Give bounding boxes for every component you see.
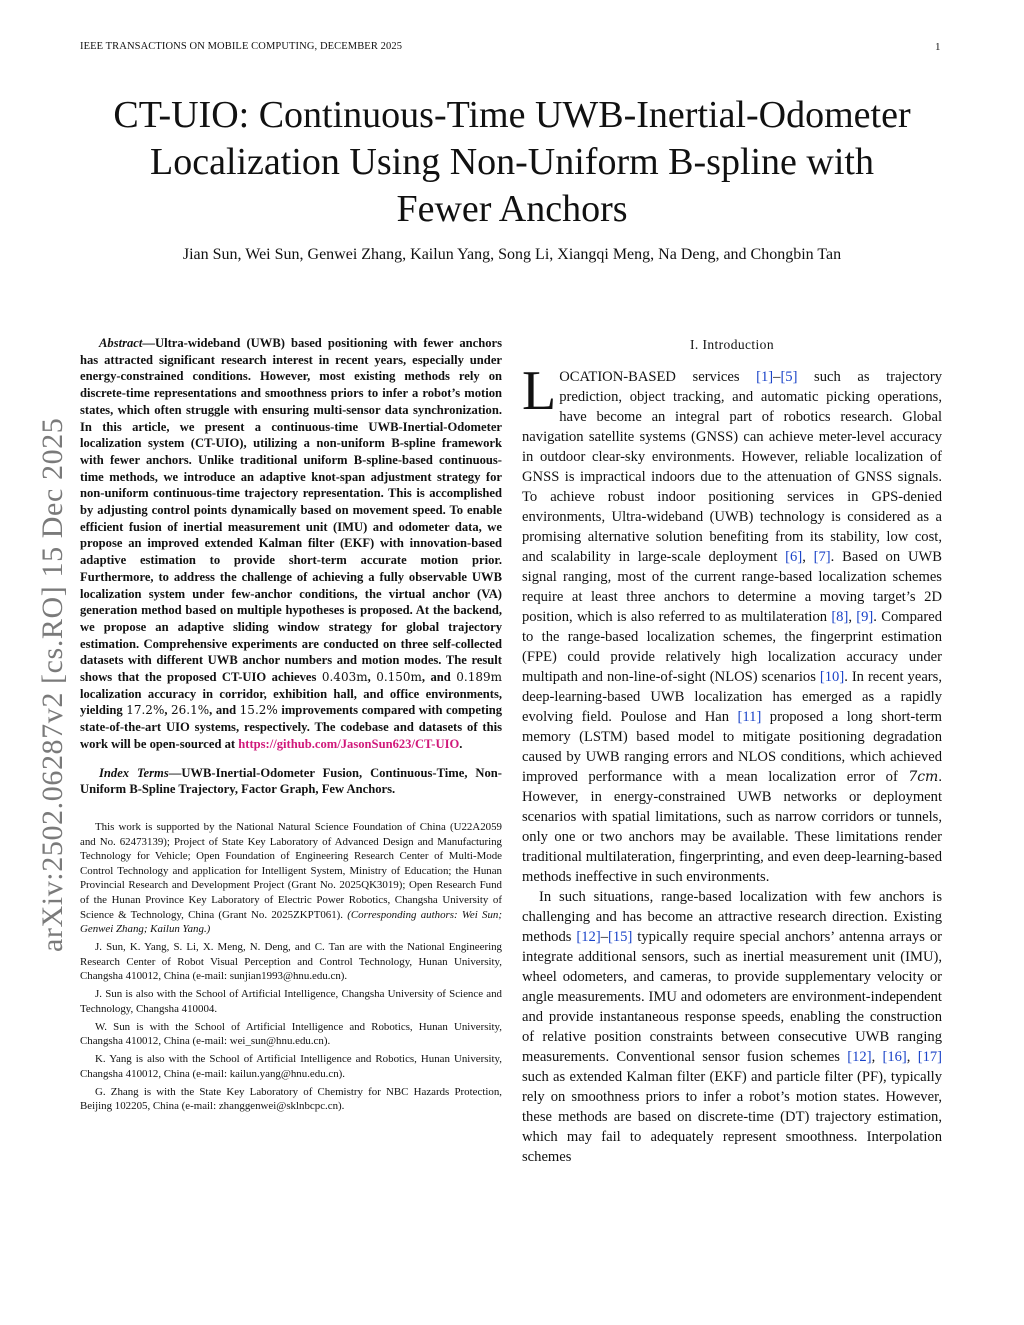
separator: , and	[421, 670, 457, 685]
body-text: . Compared to the range-based localization schemes, the fingerprint estimation (FPE) could provide relatively high localization accuracy under multipath and non-line-of-sight (NLOS) scenarios	[522, 609, 943, 685]
accuracy-office: 0.189m	[456, 670, 502, 685]
body-text: . Based on UWB signal ranging, most of the current range-based localization schemes require at least three anchors to determine a moving target’s 2D position, which is also referred to as multilateration	[522, 549, 942, 625]
footnotes	[80, 820, 502, 1114]
author-list: Jian Sun, Wei Sun, Genwei Zhang, Kailun Yang, Song Li, Xiangqi Meng, Na Deng, and Chongbin Tan	[182, 246, 842, 263]
abstract-text: localization accuracy in corridor, exhibition hall, and office environments, yielding	[80, 686, 502, 718]
title-line: Fewer Anchors	[396, 188, 628, 230]
abstract	[80, 335, 502, 753]
citation[interactable]: [15]	[608, 929, 633, 945]
citation[interactable]: [7]	[813, 549, 831, 565]
affiliation-note: G. Zhang is with the State Key Laboratory of Chemistry for NBC Hazards Protection, Beijing 102205, China (e-mail: zhanggenwei@sklnbcpc.cn).	[80, 1085, 502, 1113]
improvement-1: 17.2%	[126, 703, 165, 718]
abstract-end: .	[459, 736, 463, 751]
citation[interactable]: [11]	[737, 709, 762, 725]
section-heading: I. Introduction	[690, 337, 774, 352]
body-text: . In recent years, deep-learning-based UWB localization has emerged as a rapidly evolving field. Poulose and Han	[522, 669, 942, 725]
funding-text: This work is supported by the National Natural Science Foundation of China (U22A2059 and No. 62473139); Project of State Key Laboratory of Advanced Design and Manufacturing Technology for Vehicle; Open Foundation of Engineering Research Center of Multi-Mode Control Technology and application for Intelligent System, Ministry of Education; the Hunan Provincial Research and Development Project (Grant No. 2025QK3019); Open Research Fund of the Hunan Province Key Laboratory of Electric Power Robotics, Changsha University of Science & Technology, China (Grant No. 2025ZKPT061).	[80, 820, 502, 921]
accuracy-corridor: 0.403m	[321, 670, 368, 685]
separator: ,	[802, 549, 814, 565]
citation[interactable]: [17]	[917, 1049, 943, 1065]
citation[interactable]: [12]	[576, 929, 601, 945]
title-line: Localization Using Non-Uniform B-spline with	[150, 141, 874, 183]
index-terms-lead: Index Terms	[99, 765, 169, 780]
dash: –	[773, 369, 781, 385]
separator: ,	[164, 703, 172, 718]
abstract-text: improvements compared with competing state-of-the-art UIO systems, respectively. The codebase and datasets of this work will be open-sourced at	[80, 703, 503, 751]
body-text: typically require special anchors’ antenna arrays or integrate additional sensors, such as inertial measurement unit (IMU), wheel odometers, and cameras, to provide supplementary velocity or angle measurements. IMU and odometers are environment-independent and provide instantaneous response speeds, enabling the construction of relative position constraints between consecutive UWB ranging measurements. Conventional sensor fusion schemes	[522, 929, 942, 1065]
body-text: proposed a long short-term memory (LSTM) based model to mitigate positioning degradation caused by UWB ranging errors and NLOS conditions, which achieved improved performance with a mean localization error of	[522, 709, 942, 785]
journal-header: IEEE TRANSACTIONS ON MOBILE COMPUTING, DECEMBER 2025	[80, 41, 403, 52]
intro-paragraph-2	[522, 887, 942, 1167]
affiliation-note: K. Yang is also with the School of Artificial Intelligence and Robotics, Hunan University, Changsha 410012, China (e-mail: kailun.yang@hnu.edu.cn).	[80, 1053, 502, 1080]
body-text: In such situations, range-based localization with few anchors is challenging and has become an attractive research direction. Existing methods	[522, 889, 942, 945]
title-line: CT-UIO: Continuous-Time UWB-Inertial-Odometer	[113, 94, 911, 136]
accuracy-hall: 0.150m	[376, 670, 422, 685]
body-text: such as extended Kalman filter (EKF) and particle filter (PF), typically rely on smoothness priors to infer a robot’s motion states. However, these methods are based on discrete-time (DT) trajectory estimation, which may fail to adequately represent smoothness. Interpolation schemes	[522, 1069, 942, 1165]
drop-cap: L	[522, 360, 557, 422]
right-column	[522, 335, 942, 1167]
citation[interactable]: [9]	[856, 609, 874, 625]
error-value: 7cm	[908, 769, 939, 785]
affiliation-note: J. Sun, K. Yang, S. Li, X. Meng, N. Deng, and C. Tan are with the National Engineering Research Center of Robot Visual Perception and Control Technology, Hunan University, Changsha 410012, China (e-mail: sunjian1993@hnu.edu.cn).	[80, 941, 502, 983]
separator: ,	[367, 670, 377, 685]
citation[interactable]: [1]	[756, 369, 774, 385]
funding-note	[80, 820, 502, 937]
github-link[interactable]: https://github.com/JasonSun623/CT-UIO	[238, 736, 460, 751]
left-column	[80, 335, 502, 1117]
citation[interactable]: [16]	[882, 1049, 907, 1065]
separator: ,	[848, 609, 857, 625]
improvement-2: 26.1%	[171, 703, 210, 718]
body-text: OCATION-BASED services	[559, 369, 757, 385]
separator: , and	[209, 703, 240, 718]
arxiv-stamp: arXiv:2502.06287v2 [cs.RO] 15 Dec 2025	[36, 417, 69, 952]
dash: –	[600, 929, 608, 945]
citation[interactable]: [5]	[780, 369, 798, 385]
citation[interactable]: [10]	[819, 669, 845, 685]
citation[interactable]: [6]	[785, 549, 803, 565]
corresponding-authors: (Corresponding authors: Wei Sun; Genwei Zhang; Kailun Yang.)	[80, 908, 502, 936]
improvement-3: 15.2%	[239, 703, 278, 718]
index-terms	[80, 765, 502, 798]
affiliation-note: W. Sun is with the School of Artificial Intelligence and Robotics, Hunan University, Changsha 410012, China (e-mail: wei_sun@hnu.edu.cn).	[80, 1020, 502, 1048]
citation[interactable]: [8]	[831, 609, 849, 625]
intro-paragraph-1	[522, 360, 943, 887]
paper-title	[60, 92, 964, 233]
body-text: such as trajectory prediction, object tracking, and automatic picking operations, have become an integral part of robotics research. Global navigation satellite systems (GNSS) can achieve meter-level accuracy in outdoor clear-sky environments. However, reliable localization of GNSS is impractical indoors due to the attenuation of GNSS signals. To achieve robust indoor positioning services in GPS-denied environments, Ultra-wideband (UWB) technology is considered as a promising alternative solution benefiting from its stability, low cost, and scalability in large-scale deployment	[522, 369, 942, 565]
abstract-lead: Abstract	[99, 336, 143, 350]
separator: ,	[906, 1049, 918, 1065]
separator: ,	[871, 1049, 883, 1065]
page-number: 1	[935, 41, 941, 53]
body-text: . However, in energy-constrained UWB networks or deployment scenarios with spatial limitations, such as narrow corridors or tunnels, only one or two anchors may be available. These limitations render traditional multilateration, fingerprinting, and even deep-learning-based methods ineffective in such environments.	[522, 769, 942, 885]
abstract-text: —Ultra-wideband (UWB) based positioning with fewer anchors has attracted significant research interest in recent years, especially under energy-constrained conditions. However, most existing methods rely on discrete-time representations and smoothness priors to infer a robot’s motion states, which often struggle with ensuring multi-sensor data synchronization. In this article, we present a continuous-time UWB-Inertial-Odometer localization system (CT-UIO), utilizing a non-uniform B-spline framework with fewer anchors. Unlike traditional uniform B-spline-based continuous-time methods, we introduce an adaptive knot-span adjustment strategy for non-uniform continuous-time trajectory representation. This is accomplished by adjusting control points dynamically based on movement speed. To enable efficient fusion of inertial measurement unit (IMU) and odometer data, we propose an improved extended Kalman filter (EKF) with innovation-based adaptive estimation to provide short-term accurate motion prior. Furthermore, to address the challenge of achieving a fully observable UWB localization system under few-anchor conditions, the virtual anchor (VA) generation method based on multiple hypotheses is proposed. At the backend, we propose an adaptive sliding window strategy for global trajectory estimation. Comprehensive experiments are conducted on three self-collected datasets with different UWB anchor numbers and motion modes. The result shows that the proposed CT-UIO achieves	[80, 336, 502, 685]
citation[interactable]: [12]	[847, 1049, 872, 1065]
affiliation-note: J. Sun is also with the School of Artificial Intelligence, Changsha University of Science and Technology, Changsha 410004.	[80, 988, 502, 1015]
index-terms-text: —UWB-Inertial-Odometer Fusion, Continuous-Time, Non-Uniform B-Spline Trajectory, Factor Graph, Few Anchors.	[80, 765, 502, 797]
